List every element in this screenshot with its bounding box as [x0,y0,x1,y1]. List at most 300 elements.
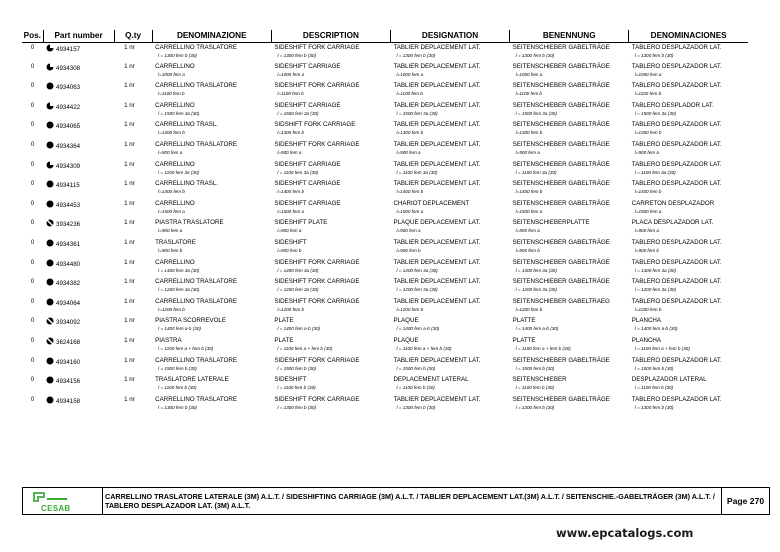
part-name-it: CARRELLINO [155,101,195,109]
part-name-de: SEITENSCHIEBER GABELTRÄGE [512,140,610,148]
part-name-es: PLANCHA [631,317,662,325]
part-number[interactable]: 4934308 [56,64,81,72]
full-circle-icon [46,357,54,365]
part-note-it: l = 1400 fem a-b (30) [158,326,201,332]
part-note-fr: l=900 fem b [396,247,421,253]
part-note-fr: l=1300 fem b [396,130,424,136]
part-note-it: l = 1100 fem a + fem b (30) [158,345,214,351]
part-note-es: l = 1400 fem 3a (30) [634,267,677,273]
part-number[interactable]: 4934160 [56,358,81,366]
part-number-cell [43,356,114,376]
part-note-it: l=900 fem a [158,228,183,234]
name-cell-en [271,140,390,160]
part-name-de: SEITENSCHIEBER GABELTRÄGE [512,43,610,51]
part-name-de: SEITENSCHIEBER GABELTRAEG [512,297,610,305]
part-name-es: PLACA DESPLAZADOR LAT. [631,219,714,227]
name-cell-en [271,258,390,278]
name-cell-de [510,297,629,317]
qty-cell: 1 nr [124,336,135,344]
part-name-es: DESPLAZADOR LATERAL [631,376,707,384]
part-number-cell [43,81,114,101]
part-name-it: CARRELLINO TRASLATORE [155,43,237,51]
part-name-fr: PLAQUE DEPLACEMENT LAT. [393,219,481,227]
part-note-fr: l = 1400 fem a-b (30) [396,326,440,332]
name-cell-es [629,395,748,415]
name-cell-fr [390,395,509,415]
part-number-cell [43,160,114,180]
name-cell-de [510,140,629,160]
part-note-fr: l = 1300 fem b (30) [396,404,436,410]
watermark: www.epcatalogs.com [556,526,694,540]
qty-cell: 1 nr [124,180,135,188]
part-number-cell [43,62,114,82]
part-name-it: CARRELLINO [155,160,195,168]
part-note-en: l = 1100 fem 3a (30) [277,169,319,175]
pos-cell: 0 [30,259,35,266]
qty-cell: 1 nr [124,356,135,364]
footer-description: CARRELLINO TRASLATORE LATERALE (3M) A.L.T. / SIDESHIFTING CARRIAGE (3M) A.L.T. / TABLIER DEPLACEMENT LAT.(3M) A.L.T. / SEITENSCHIE.-GABELTRÄGER (3M) A.L.T. / TABLERO DESPLAZADOR LAT. (3M) A.L.T. [105,492,715,510]
pos-cell: 0 [30,83,35,90]
name-cell-es [629,179,748,199]
table-row [22,140,748,160]
pos-cell: 0 [30,161,35,168]
logo-text: CESAB [41,504,71,513]
part-note-it: l = 1500 fem b (30) [158,365,197,371]
part-name-de: SEITENSCHIEBER GABELTRÄGE [512,199,610,207]
qty-cell: 1 nr [124,121,135,129]
part-note-fr: l = 1100 fem a + fem b (30) [396,345,452,351]
part-note-en: l = 1100 fem b (30) [277,385,316,391]
pos-cell: 0 [30,239,35,246]
part-number-cell [43,179,114,199]
part-number[interactable]: 4934309 [56,162,81,170]
part-note-es: l = 1100 fem a + fem b (30) [634,345,690,351]
full-circle-icon [46,141,54,149]
name-cell-it [152,297,271,317]
part-note-es: l = 1100 fem b (30) [634,385,674,391]
part-note-it: l=1300 fem b [158,130,185,136]
part-name-en: SIDESHIFT FORK CARRIAGE [274,395,360,403]
part-name-fr: TABLIER DEPLACEMENT LAT. [393,160,481,168]
name-cell-fr [390,42,509,62]
part-name-it: CARRELLINO [155,199,195,207]
name-cell-fr [390,62,509,82]
part-number-cell [43,316,114,336]
part-note-it: l=1000 fem a [158,71,185,77]
part-number-cell [43,218,114,238]
part-number[interactable]: 4934157 [56,45,81,53]
part-name-it: TRASLATORE LATERALE [155,376,229,384]
name-cell-it [152,120,271,140]
part-name-en: SIDESHIFT CARRIAGE [274,199,341,207]
full-circle-icon [46,298,54,306]
part-name-es: TABLERO DESPLAZADOR LAT. [631,43,722,51]
name-cell-es [629,238,748,258]
part-name-es: TABLERO DESPLAZADOR LAT. [631,82,722,90]
part-number[interactable]: 4934382 [56,280,81,288]
part-name-es: TABLERO DESPLAZADOR LAT. [631,180,722,188]
name-cell-es [629,81,748,101]
full-circle-icon [46,259,54,267]
name-cell-es [629,160,748,180]
header-benennung: BENENNUNG [510,30,629,42]
part-note-de: l=900 fem a [515,149,540,155]
part-name-en: SIDESHIFT FORK CARRIAGE [274,82,360,90]
name-cell-it [152,395,271,415]
part-note-de: l=900 fem b [515,247,540,253]
name-cell-de [510,356,629,376]
part-note-de: l = 1300 fem b (30) [515,404,555,410]
slashed-circle-icon [46,337,54,345]
name-cell-en [271,101,390,121]
name-cell-es [629,42,748,62]
name-cell-de [510,179,629,199]
part-note-fr: l = 1200 fem 3a (30) [396,287,438,293]
part-number[interactable]: 3934092 [56,319,81,327]
name-cell-it [152,140,271,160]
part-name-fr: TABLIER DEPLACEMENT LAT. [393,140,481,148]
part-note-es: l = 1100 fem 3a (30) [634,169,676,175]
name-cell-es [629,258,748,278]
part-note-it: l = 1100 fem b (30) [158,385,197,391]
part-number[interactable]: 4934422 [56,103,81,111]
qty-cell: 1 nr [124,82,135,90]
table-row [22,179,748,199]
half-circle-icon [46,44,54,52]
part-note-fr: l = 1300 fem b (30) [396,52,436,58]
full-circle-icon [46,396,54,404]
header-description: DESCRIPTION [271,30,390,42]
part-note-es: l=1500 fem a [634,208,662,214]
part-note-es: l=900 fem b [634,247,659,253]
part-note-de: l=1400 fem b [515,189,543,195]
part-note-fr: l=1000 fem a [396,71,424,77]
part-note-es: l=900 fem a [634,228,659,234]
part-name-fr: CHARIOT DEPLACEMENT [393,199,470,207]
part-note-en: l = 1100 fem a + fem b (30) [277,345,333,351]
part-name-it: CARRELLINO TRASLATORE [155,140,237,148]
pos-cell: 0 [30,44,35,51]
qty-cell: 1 nr [124,238,135,246]
part-number[interactable]: 4934480 [56,260,81,268]
part-note-en: l=1400 fem b [277,189,305,195]
part-note-fr: l=1100 fem b [396,91,423,97]
name-cell-it [152,316,271,336]
part-name-en: SIDESHIFT FORK CARRIAGE [274,43,360,51]
table-row [22,120,748,140]
half-circle-icon [46,63,54,71]
name-cell-es [629,297,748,317]
name-cell-it [152,179,271,199]
name-cell-fr [390,356,509,376]
part-name-en: SIDESHIFT CARRIAGE [274,62,341,70]
part-note-de: l=1200 fem b [515,306,543,312]
header-pos: Pos. [22,30,43,42]
part-name-de: PLATTE [512,317,536,325]
part-name-es: TABLERO DESPLADOR LAT. [631,101,714,109]
name-cell-de [510,277,629,297]
qty-cell: 1 nr [124,317,135,325]
part-name-de: SEITENSCHIEBER GABELTRÄGE [512,238,610,246]
part-number[interactable]: 4934063 [56,84,81,92]
name-cell-it [152,277,271,297]
part-number[interactable]: 4934453 [56,201,81,209]
part-number[interactable]: 4934361 [56,240,81,248]
full-circle-icon [46,121,54,129]
part-note-it: l = 1100 fem 3a (30) [158,169,200,175]
name-cell-de [510,336,629,356]
part-name-en: SIDESHIFT FORK CARRIAGE [274,356,360,364]
name-cell-fr [390,336,509,356]
full-circle-icon [46,200,54,208]
part-name-fr: TABLIER DEPLACEMENT LAT. [393,356,481,364]
qty-cell: 1 nr [124,199,135,207]
header-part-number: Part number [43,30,114,42]
qty-cell: 1 nr [124,278,135,286]
part-note-it: l = 1400 fem 3a (30) [158,267,200,273]
name-cell-it [152,238,271,258]
pos-cell: 0 [30,298,35,305]
part-note-es: l=1000 fem a [634,71,662,77]
name-cell-fr [390,218,509,238]
part-name-it: CARRELLINO [155,62,195,70]
part-name-it: PIASTRA SCORREVOLE [155,317,226,325]
part-name-en: SIDESHIFT CARRIAGE [274,101,341,109]
part-note-fr: l = 1500 fem b (30) [396,365,436,371]
name-cell-en [271,199,390,219]
part-number[interactable]: 4934115 [56,182,80,190]
part-note-de: l = 1500 fem 3a (30) [515,110,557,116]
part-note-de: l = 1100 fem a + fem b (30) [515,345,571,351]
part-name-it: CARRELLINO TRASLATORE [155,278,237,286]
name-cell-fr [390,120,509,140]
name-cell-it [152,218,271,238]
part-note-en: l = 1400 fem a-b (30) [277,326,321,332]
part-number-cell [43,140,114,160]
part-number[interactable]: 4934158 [56,397,81,405]
part-number[interactable]: 3624168 [56,338,81,346]
part-note-en: l=1100 fem b [277,91,304,97]
name-cell-fr [390,140,509,160]
table-row [22,375,748,395]
name-cell-en [271,179,390,199]
part-note-de: l=1500 fem a [515,208,543,214]
qty-cell: 1 nr [124,62,135,70]
part-number-cell [43,375,114,395]
name-cell-en [271,336,390,356]
part-name-en: SIDESHIFT FORK CARRIAGE [274,297,360,305]
table-row [22,62,748,82]
name-cell-en [271,238,390,258]
part-name-es: TABLERO DESPLAZADOR LAT. [631,395,722,403]
part-name-es: TABLERO DESPLAZADOR LAT. [631,121,722,129]
part-note-fr: l = 1400 fem 3a (30) [396,267,438,273]
part-name-en: SIDESHIFT [274,376,307,384]
name-cell-fr [390,316,509,336]
part-name-fr: TABLIER DEPLACEMENT LAT. [393,278,481,286]
part-note-fr: l = 1100 fem b (30) [396,385,435,391]
part-number-cell [43,199,114,219]
name-cell-es [629,277,748,297]
part-note-en: l=1200 fem b [277,306,305,312]
part-number-cell [43,395,114,415]
name-cell-de [510,375,629,395]
qty-cell: 1 nr [124,376,135,384]
half-circle-icon [46,102,54,110]
part-number[interactable]: 4934064 [56,299,81,307]
part-name-de: SEITENSCHIEBER GABELTRÄGE [512,121,610,129]
part-note-de: l = 1100 fem b (30) [515,385,554,391]
name-cell-en [271,62,390,82]
header-designation: DESIGNATION [390,30,509,42]
name-cell-de [510,101,629,121]
part-note-de: l = 1400 fem a-b (30) [515,326,559,332]
part-number-cell [43,277,114,297]
qty-cell: 1 nr [124,297,135,305]
pos-cell: 0 [30,318,35,325]
part-note-es: l = 1200 fem 3a (30) [634,287,677,293]
name-cell-it [152,62,271,82]
name-cell-en [271,218,390,238]
footer-box [22,487,770,515]
part-number[interactable]: 4934065 [56,123,81,131]
name-cell-it [152,101,271,121]
name-cell-de [510,62,629,82]
parts-table [22,30,748,414]
part-name-en: SIDESHIFT FORK CARRIAGE [274,278,360,286]
slashed-circle-icon [46,219,54,227]
part-name-de: PLATTE [512,336,536,344]
part-note-de: l=1000 fem a [515,71,543,77]
part-name-de: SEITENSCHIEBER GABELTRÄGE [512,62,610,70]
part-name-de: SEITENSCHIEBER GABELTRÄGE [512,160,610,168]
part-name-fr: PLAQUE [393,336,419,344]
part-note-de: l=1300 fem b [515,130,543,136]
name-cell-en [271,160,390,180]
name-cell-fr [390,101,509,121]
part-name-en: PLATE [274,317,294,325]
pos-cell: 0 [30,357,35,364]
part-note-it: l = 1500 fem 3a (30) [158,110,200,116]
header-denominaciones: DENOMINACIONES [629,30,748,42]
name-cell-es [629,140,748,160]
name-cell-de [510,218,629,238]
name-cell-fr [390,199,509,219]
part-note-en: l=900 fem b [277,247,302,253]
part-note-it: l = 1300 fem b (30) [158,52,197,58]
part-name-es: PLANCHA [631,336,662,344]
part-number-cell [43,238,114,258]
part-note-es: l = 1500 fem 3a (30) [634,110,677,116]
part-name-fr: TABLIER DEPLACEMENT LAT. [393,238,481,246]
part-note-de: l=900 fem a [515,228,540,234]
name-cell-es [629,375,748,395]
table-row [22,101,748,121]
name-cell-fr [390,258,509,278]
full-circle-icon [46,278,54,286]
table-row [22,218,748,238]
part-name-fr: TABLIER DEPLACEMENT LAT. [393,82,481,90]
part-name-it: TRASLATORE [155,238,196,246]
part-name-de: SEITENSCHIEBER GABELTRÄGE [512,82,610,90]
part-name-es: TABLERO DESPLAZADOR LAT. [631,278,722,286]
name-cell-fr [390,277,509,297]
part-number-cell [43,42,114,62]
part-number[interactable]: 4934364 [56,142,81,150]
name-cell-fr [390,160,509,180]
part-note-en: l = 1300 fem b (30) [277,52,316,58]
part-note-fr: l=1400 fem b [396,189,424,195]
part-note-en: l = 1400 fem 3a (30) [277,267,319,273]
part-name-es: TABLERO DESPLAZADOR LAT. [631,160,722,168]
part-name-fr: TABLIER DEPLACEMENT LAT. [393,101,481,109]
qty-cell: 1 nr [124,140,135,148]
part-name-fr: DEPLACEMENT LATERAL [393,376,469,384]
name-cell-en [271,297,390,317]
name-cell-fr [390,375,509,395]
part-name-it: PIASTRA [155,336,182,344]
qty-cell: 1 nr [124,43,135,51]
part-name-de: SEITENSCHIEBER GABELTRÄGE [512,101,610,109]
part-name-de: SEITENSCHIEBER GABELTRÄGE [512,395,610,403]
part-name-es: TABLERO DESPLAZADOR LAT. [631,297,722,305]
part-name-es: TABLERO DESPLAZADOR LAT. [631,238,722,246]
name-cell-en [271,81,390,101]
pos-cell: 0 [30,396,35,403]
name-cell-it [152,375,271,395]
part-name-en: SIDESHIFT CARRIAGE [274,160,341,168]
table-row [22,316,748,336]
part-name-en: SIDESHIFT CARRIAGE [274,180,341,188]
name-cell-es [629,316,748,336]
table-row [22,199,748,219]
part-number-cell [43,258,114,278]
part-number-cell [43,120,114,140]
pos-cell: 0 [30,377,35,384]
table-row [22,356,748,376]
name-cell-de [510,316,629,336]
name-cell-de [510,160,629,180]
part-number[interactable]: 4934156 [56,378,81,386]
part-note-en: l = 1500 fem b (30) [277,365,316,371]
table-row [22,81,748,101]
part-note-de: l = 1100 fem 3a (30) [515,169,557,175]
name-cell-fr [390,179,509,199]
part-note-es: l = 1500 fem b (30) [634,365,674,371]
part-name-it: CARRELLINO TRASLATORE [155,82,237,90]
name-cell-fr [390,238,509,258]
part-note-es: l = 1400 fem a-b (30) [634,326,678,332]
qty-cell: 1 nr [124,219,135,227]
header-qty: Q.ty [114,30,152,42]
part-number-cell [43,297,114,317]
part-name-de: SEITENSCHIEBER GABELTRÄGE [512,278,610,286]
name-cell-it [152,160,271,180]
part-note-fr: l=1200 fem b [396,306,424,312]
name-cell-de [510,81,629,101]
table-header-row [22,30,748,42]
pos-cell: 0 [30,102,35,109]
name-cell-en [271,395,390,415]
part-name-en: PLATE [274,336,294,344]
full-circle-icon [46,82,54,90]
part-name-it: CARRELLINO [155,258,195,266]
part-note-en: l=900 fem a [277,228,302,234]
part-note-es: l = 1300 fem b (30) [634,52,674,58]
table-row [22,42,748,62]
part-number[interactable]: 3934236 [56,221,81,229]
name-cell-it [152,42,271,62]
